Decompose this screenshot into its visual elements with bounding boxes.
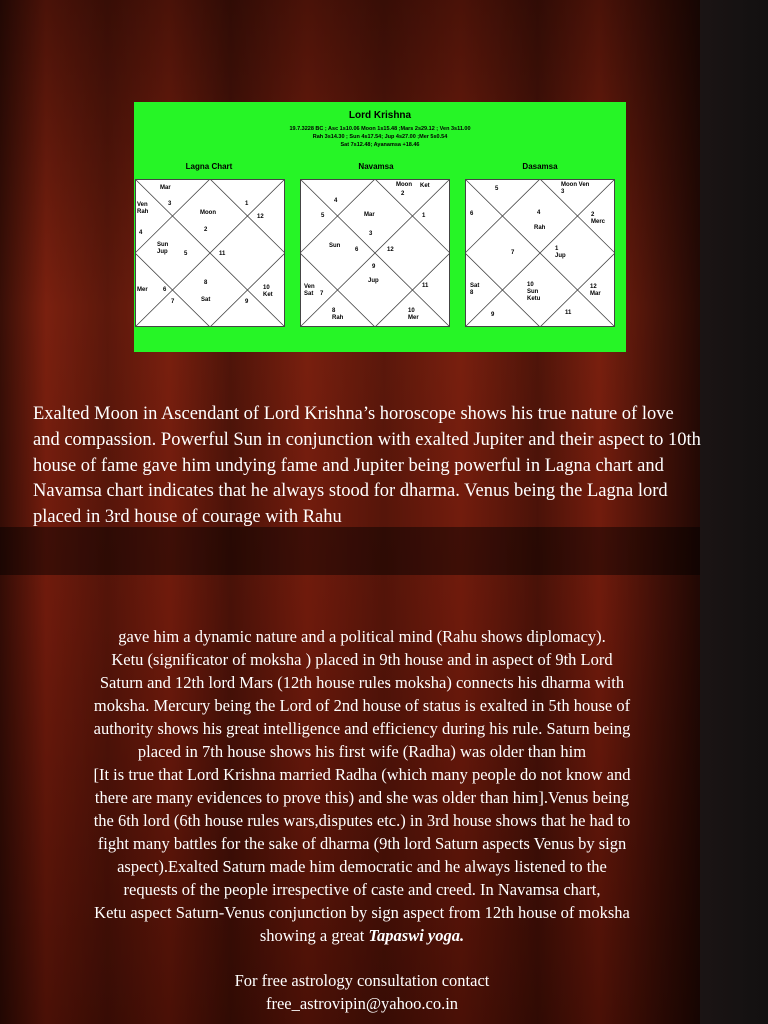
paragraph-line: the 6th lord (6th house rules wars,disputes etc.) in 3rd house shows that he had to <box>93 811 631 830</box>
lagna-cell-11: 11 <box>219 251 226 257</box>
lagna-cell-mer: Mer <box>137 287 148 293</box>
dasamsa-cell-10-sun-ketu: 10 Sun Ketu <box>527 282 541 302</box>
dasamsa-chart-label: Dasamsa <box>522 162 558 171</box>
navamsa-chart-label: Navamsa <box>358 162 394 171</box>
lagna-cell-6: 6 <box>163 287 167 293</box>
lagna-cell-ven-rah: Ven Rah <box>137 202 149 215</box>
navamsa-cell-1: 1 <box>422 213 426 219</box>
navamsa-cell-9: 9 <box>372 264 376 270</box>
lagna-chart-label: Lagna Chart <box>185 162 233 171</box>
lagna-cell-1: 1 <box>245 201 249 207</box>
navamsa-cell-ket: Ket <box>420 183 430 189</box>
navamsa-cell-5: 5 <box>321 213 325 219</box>
lagna-cell-sun-jup: Sun Jup <box>157 242 169 255</box>
navamsa-cell-4: 4 <box>334 198 338 204</box>
lagna-cell-5: 5 <box>184 251 188 257</box>
navamsa-cell-10-mer: 10 Mer <box>408 308 419 321</box>
dasamsa-cell-7: 7 <box>511 250 515 256</box>
navamsa-cell-12: 12 <box>387 247 394 253</box>
lagna-cell-sat: Sat <box>201 297 211 303</box>
lagna-cell-2: 2 <box>204 227 208 233</box>
dasamsa-cell-sat-8: Sat 8 <box>470 283 480 296</box>
birth-details-line-2: Rah 3s14.30 ; Sun 4s17.54; Jup 4s27.00 ;Mer 5s0.54 <box>312 134 448 140</box>
paragraph-last-line <box>20 924 704 947</box>
lagna-cell-7: 7 <box>171 299 175 305</box>
paragraph-line: [It is true that Lord Krishna married Radha (which many people do not know and <box>93 765 631 784</box>
dasamsa-chart-grid <box>465 179 615 327</box>
lagna-cell-moon: Moon <box>200 210 216 216</box>
dasamsa-cell-1-jup: 1 Jup <box>555 246 566 259</box>
lagna-cell-4: 4 <box>139 230 143 236</box>
lagna-cell-3: 3 <box>168 201 172 207</box>
contact-email: free_astrovipin@yahoo.co.in <box>265 994 459 1013</box>
navamsa-cell-11: 11 <box>422 283 429 289</box>
paragraph-line: aspect).Exalted Saturn made him democratic and he always listened to the <box>117 857 607 876</box>
navamsa-chart <box>300 179 450 327</box>
contact-label: For free astrology consultation contact <box>234 971 490 990</box>
paragraph-line: authority shows his great intelligence and efficiency during his rule. Saturn being <box>93 719 631 738</box>
lagna-cell-12: 12 <box>257 214 264 220</box>
paragraph-line: there are many evidences to prove this) and she was older than him].Venus being <box>94 788 630 807</box>
birth-details-line-1: 19.7.3228 BC ; Asc 1s10.06 Moon 1s15.48 ;Mars 2s29.12 ; Ven 3s11.00 <box>289 126 471 132</box>
right-dark-band <box>700 0 768 1024</box>
dasamsa-cell-6: 6 <box>470 211 474 217</box>
lagna-cell-mar: Mar <box>160 185 171 191</box>
navamsa-cell-2: 2 <box>401 191 405 197</box>
tapaswi-yoga-emphasis: Tapaswi yoga. <box>368 926 465 945</box>
dasamsa-cell-9: 9 <box>491 312 495 318</box>
navamsa-cell-moon: Moon <box>396 182 412 188</box>
dasamsa-cell-rah: Rah <box>534 225 546 231</box>
paragraph-line: gave him a dynamic nature and a political mind (Rahu shows diplomacy). <box>118 627 606 646</box>
navamsa-cell-6: 6 <box>355 247 359 253</box>
navamsa-cell-ven-sat: Ven Sat <box>304 284 315 297</box>
dasamsa-cell-4: 4 <box>537 210 541 216</box>
paragraph-line: Ketu aspect Saturn-Venus conjunction by sign aspect from 12th house of moksha <box>94 903 630 922</box>
dasamsa-cell-5: 5 <box>495 186 499 192</box>
navamsa-cell-3: 3 <box>369 231 373 237</box>
lagna-cell-8: 8 <box>204 280 208 286</box>
navamsa-cell-mar: Mar <box>364 212 375 218</box>
interpretation-paragraph-2 <box>20 625 704 947</box>
navamsa-chart-grid <box>300 179 450 327</box>
dasamsa-cell-moon-ven-3: Moon Ven 3 <box>561 182 590 195</box>
paragraph-line: moksha. Mercury being the Lord of 2nd house of status is exalted in 5th house of <box>93 696 631 715</box>
paragraph-line: placed in 7th house shows his first wife (Radha) was older than him <box>137 742 587 761</box>
paragraph-line: requests of the people irrespective of caste and creed. In Navamsa chart, <box>123 880 601 899</box>
navamsa-cell-8-rah: 8 Rah <box>332 308 344 321</box>
lagna-cell-10-ket: 10 Ket <box>263 285 273 298</box>
lagna-cell-9: 9 <box>245 299 249 305</box>
paragraph-line: Ketu (significator of moksha ) placed in 9th house and in aspect of 9th Lord <box>111 650 613 669</box>
horoscope-chart-panel <box>134 102 626 352</box>
dasamsa-chart <box>465 179 615 327</box>
navamsa-cell-7: 7 <box>320 291 324 297</box>
navamsa-cell-sun: Sun <box>329 243 341 249</box>
last-line-text: showing a great <box>259 926 369 945</box>
shade-band <box>0 527 700 575</box>
lagna-chart <box>135 179 285 327</box>
birth-details-line-3: Sat 7s12.48; Ayanamsa +18.46 <box>340 142 420 148</box>
dasamsa-cell-11: 11 <box>565 310 572 316</box>
contact-block <box>20 969 704 1015</box>
dasamsa-cell-2-merc: 2 Merc <box>591 212 606 225</box>
paragraph-line: Saturn and 12th lord Mars (12th house rules moksha) connects his dharma with <box>99 673 625 692</box>
navamsa-cell-jup: Jup <box>368 278 379 284</box>
paragraph-line: fight many battles for the sake of dharma (9th lord Saturn aspects Venus by sign <box>97 834 627 853</box>
interpretation-paragraph-1: Exalted Moon in Ascendant of Lord Krishna’s horoscope shows his true nature of love and compassion. Powerful Sun in conjunction with exalted Jupiter and their aspect to 10th house of fame gave him undying fame and Jupiter being powerful in Lagna chart and Navamsa chart indicates that he always stood for dharma. Venus being the Lagna lord placed in 3rd house of courage with Rahu <box>33 404 701 528</box>
chart-panel-title: Lord Krishna <box>348 110 412 121</box>
dasamsa-cell-12-mar: 12 Mar <box>590 284 601 297</box>
